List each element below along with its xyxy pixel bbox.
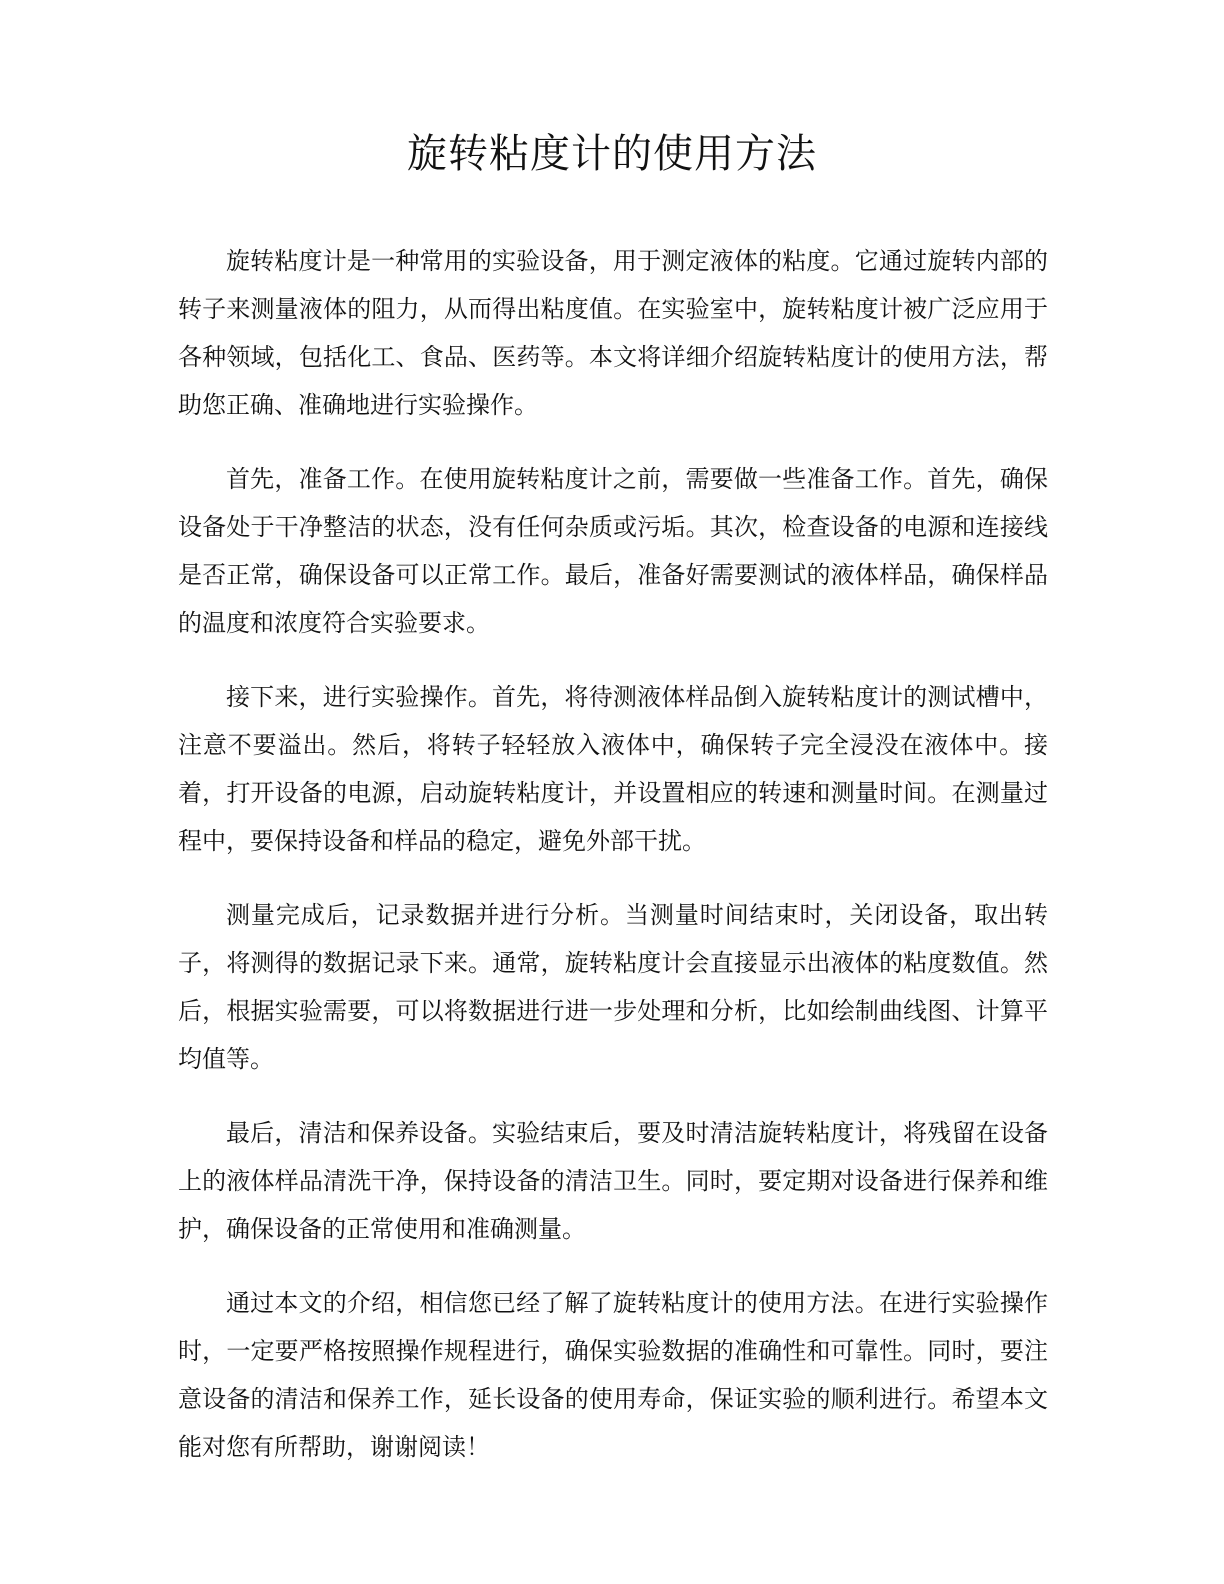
paragraph-maintenance: 最后，清洁和保养设备。实验结束后，要及时清洁旋转粘度计，将残留在设备上的液体样品清洗干净，保持设备的清洁卫生。同时，要定期对设备进行保养和维护，确保设备的正常使用和准确测量。 <box>178 1119 1048 1243</box>
paragraph-data-analysis: 测量完成后，记录数据并进行分析。当测量时间结束时，关闭设备，取出转子，将测得的数据记录下来。通常，旋转粘度计会直接显示出液体的粘度数值。然后，根据实验需要，可以将数据进行进一步处理和分析，比如绘制曲线图、计算平均值等。 <box>178 901 1048 1073</box>
paragraph-conclusion: 通过本文的介绍，相信您已经了解了旋转粘度计的使用方法。在进行实验操作时，一定要严格按照操作规程进行，确保实验数据的准确性和可靠性。同时，要注意设备的清洁和保养工作，延长设备的使用寿命，保证实验的顺利进行。希望本文能对您有所帮助，谢谢阅读！ <box>178 1289 1048 1461</box>
paragraph-preparation: 首先，准备工作。在使用旋转粘度计之前，需要做一些准备工作。首先，确保设备处于干净整洁的状态，没有任何杂质或污垢。其次，检查设备的电源和连接线是否正常，确保设备可以正常工作。最后，准备好需要测试的液体样品，确保样品的温度和浓度符合实验要求。 <box>178 465 1048 637</box>
document-body <box>178 237 1048 1497</box>
paragraph-operation: 接下来，进行实验操作。首先，将待测液体样品倒入旋转粘度计的测试槽中，注意不要溢出。然后，将转子轻轻放入液体中，确保转子完全浸没在液体中。接着，打开设备的电源，启动旋转粘度计，并设置相应的转速和测量时间。在测量过程中，要保持设备和样品的稳定，避免外部干扰。 <box>178 683 1048 855</box>
paragraph-intro: 旋转粘度计是一种常用的实验设备，用于测定液体的粘度。它通过旋转内部的转子来测量液体的阻力，从而得出粘度值。在实验室中，旋转粘度计被广泛应用于各种领域，包括化工、食品、医药等。本文将详细介绍旋转粘度计的使用方法，帮助您正确、准确地进行实验操作。 <box>178 247 1048 419</box>
document-title: 旋转粘度计的使用方法 <box>407 131 817 177</box>
